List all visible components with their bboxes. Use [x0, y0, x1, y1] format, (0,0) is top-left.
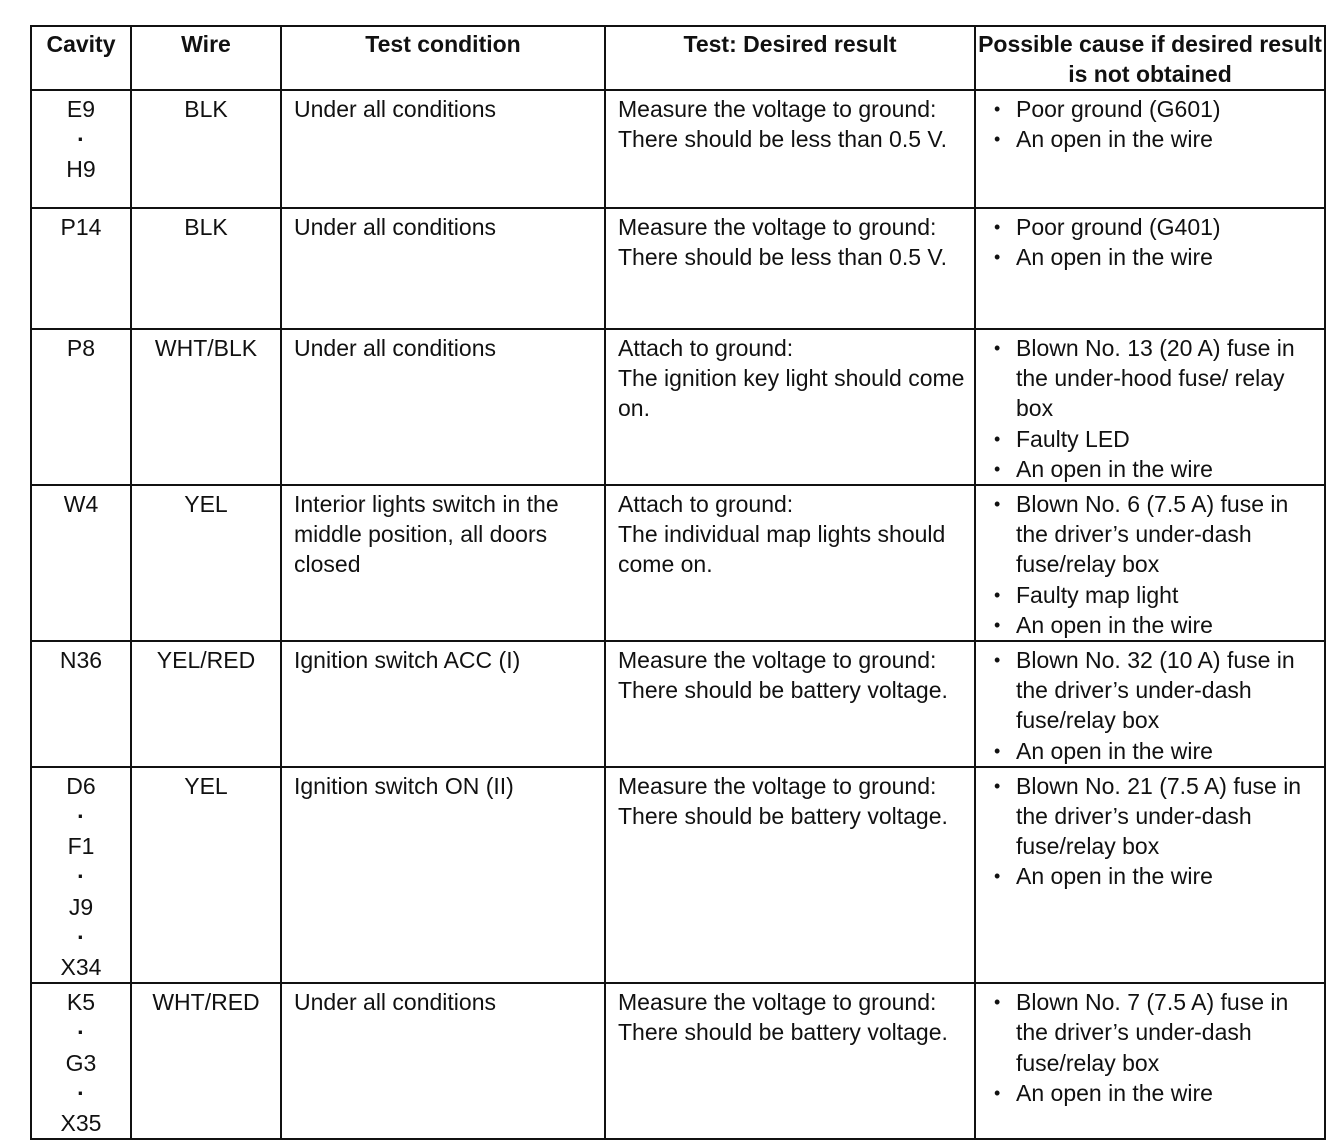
cell-test-condition: Under all conditions [281, 208, 605, 329]
cell-wire: YEL [131, 767, 281, 983]
cell-desired-result [605, 208, 975, 329]
result-line: The individual map lights should come on. [618, 521, 946, 578]
cell-possible-cause [975, 983, 1325, 1139]
cell-cavity [31, 641, 131, 767]
cavity-id: E9 [66, 96, 96, 122]
cause-list [990, 771, 1320, 892]
table-row [31, 90, 1325, 208]
cause-item: • An open in the wire [990, 454, 1320, 484]
troubleshooting-table [30, 25, 1326, 1140]
cavity-separator: · [77, 126, 85, 153]
cavity-id: F1 [67, 833, 95, 860]
cause-list [990, 645, 1320, 766]
table-row [31, 329, 1325, 485]
cell-desired-result [605, 983, 975, 1139]
header-wire: Wire [131, 26, 281, 90]
cell-desired-result [605, 767, 975, 983]
cell-wire: YEL [131, 485, 281, 641]
cell-desired-result [605, 485, 975, 641]
result-line: Measure the voltage to ground: [618, 989, 937, 1016]
result-line: Attach to ground: [618, 335, 794, 361]
cell-wire: WHT/RED [131, 983, 281, 1139]
cause-list [990, 333, 1320, 484]
table-row [31, 208, 1325, 329]
table-row [31, 485, 1325, 641]
cavity-separator: · [77, 1019, 85, 1046]
cause-item: • Poor ground (G401) [990, 212, 1320, 242]
cause-item: • Blown No. 7 (7.5 A) fuse in the driver’s under-dash fuse/relay box [990, 987, 1320, 1078]
header-possible-cause: Possible cause if desired result is not obtained [975, 26, 1325, 90]
cell-cavity [31, 329, 131, 485]
troubleshooting-table-container [30, 25, 1324, 1140]
cause-list [990, 94, 1320, 154]
cell-test-condition: Under all conditions [281, 90, 605, 208]
cell-cavity [31, 767, 131, 983]
cavity-id: K5 [66, 989, 96, 1016]
table-row [31, 767, 1325, 983]
cause-item: • Poor ground (G601) [990, 94, 1320, 124]
cell-test-condition: Under all conditions [281, 983, 605, 1139]
cell-cavity [31, 485, 131, 641]
cause-item: • An open in the wire [990, 610, 1320, 640]
result-line: There should be battery voltage. [618, 1019, 948, 1046]
result-line: Measure the voltage to ground: [618, 772, 937, 799]
cell-test-condition: Interior lights switch in the middle position, all doors closed [281, 485, 605, 641]
cell-desired-result [605, 641, 975, 767]
cavity-id: X35 [60, 1110, 102, 1137]
cell-possible-cause [975, 485, 1325, 641]
result-line: There should be battery voltage. [618, 803, 948, 830]
cell-possible-cause [975, 208, 1325, 329]
cell-cavity [31, 983, 131, 1139]
cavity-separator: · [77, 803, 85, 830]
table-row [31, 983, 1325, 1139]
cell-test-condition: Under all conditions [281, 329, 605, 485]
cause-list [990, 212, 1320, 272]
cavity-id: X34 [60, 954, 102, 981]
cavity-id: H9 [66, 156, 96, 183]
cavity-separator: · [77, 923, 85, 950]
table-body [31, 90, 1325, 1139]
result-line: Measure the voltage to ground: [618, 647, 937, 674]
cavity-id: P14 [60, 214, 102, 240]
cavity-id: J9 [68, 893, 94, 920]
cavity-id: N36 [59, 647, 103, 674]
cell-cavity [31, 208, 131, 329]
cell-test-condition: Ignition switch ACC (I) [281, 641, 605, 767]
cavity-separator: · [77, 863, 85, 890]
result-line: Measure the voltage to ground: [618, 96, 937, 122]
cell-wire: BLK [131, 208, 281, 329]
cause-item: • Blown No. 13 (20 A) fuse in the under-hood fuse/ relay box [990, 333, 1320, 424]
cause-item: • An open in the wire [990, 1078, 1320, 1108]
cause-item: • Faulty map light [990, 580, 1320, 610]
cause-item: • Blown No. 6 (7.5 A) fuse in the driver’s under-dash fuse/relay box [990, 489, 1320, 580]
cell-desired-result [605, 90, 975, 208]
cause-item: • An open in the wire [990, 242, 1320, 272]
header-test-condition: Test condition [281, 26, 605, 90]
cell-test-condition: Ignition switch ON (II) [281, 767, 605, 983]
cavity-id: D6 [66, 772, 96, 799]
cell-possible-cause [975, 641, 1325, 767]
cause-item: • Faulty LED [990, 424, 1320, 454]
cavity-separator: · [77, 1079, 85, 1106]
result-line: There should be battery voltage. [618, 677, 948, 704]
result-line: Measure the voltage to ground: [618, 214, 937, 240]
header-desired-result: Test: Desired result [605, 26, 975, 90]
cell-possible-cause [975, 329, 1325, 485]
cause-item: • An open in the wire [990, 124, 1320, 154]
cell-cavity [31, 90, 131, 208]
cause-list [990, 987, 1320, 1108]
cell-possible-cause [975, 767, 1325, 983]
result-line: There should be less than 0.5 V. [618, 244, 948, 271]
cell-possible-cause [975, 90, 1325, 208]
cause-item: • An open in the wire [990, 861, 1320, 891]
cause-item: • An open in the wire [990, 736, 1320, 766]
cell-wire: WHT/BLK [131, 329, 281, 485]
cell-desired-result [605, 329, 975, 485]
cavity-id: G3 [65, 1049, 97, 1076]
result-line: The ignition key light should come on. [618, 365, 965, 422]
cause-item: • Blown No. 21 (7.5 A) fuse in the driver’s under-dash fuse/relay box [990, 771, 1320, 862]
cavity-id: W4 [63, 491, 99, 518]
result-line: Attach to ground: [618, 491, 794, 518]
cavity-id: P8 [66, 335, 96, 361]
table-row [31, 641, 1325, 767]
cell-wire: BLK [131, 90, 281, 208]
cause-item: • Blown No. 32 (10 A) fuse in the driver’s under-dash fuse/relay box [990, 645, 1320, 736]
cell-wire: YEL/RED [131, 641, 281, 767]
result-line: There should be less than 0.5 V. [618, 126, 948, 153]
header-cavity: Cavity [31, 26, 131, 90]
header-row [31, 26, 1325, 90]
cause-list [990, 489, 1320, 640]
